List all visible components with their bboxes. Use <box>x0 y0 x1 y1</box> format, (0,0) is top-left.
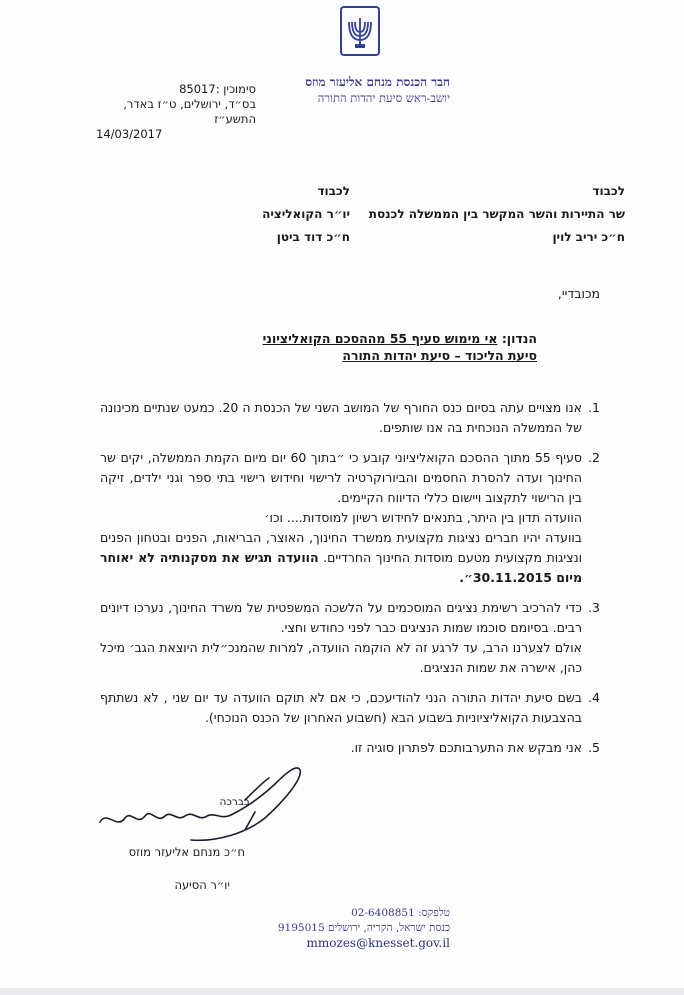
subject-prefix: הנדון: <box>501 331 537 346</box>
item-number: 3. <box>588 600 600 615</box>
item-number: 1. <box>588 400 600 415</box>
subject-line1: אי מימוש סעיף 55 מההסכם הקואליציוני <box>262 331 498 346</box>
addressee-title: יו״ר הקואליציה <box>262 207 350 221</box>
footer-phone: טלפקס: 02-6408851 <box>351 907 450 919</box>
item-text: כדי להרכיב רשימת נציגים המוסכמים על הלשכה המשפטית של משרד החינוך, נערכו דיונים רבים. בסיומם סוכמו שמות הנציגים כבר לפני כחודש וחצי. <box>100 600 582 635</box>
addressee-name: ח״כ יריב לוין <box>552 230 625 244</box>
item-text: הוועדה תדון בין היתר, בתנאים לחידוש רשיון למוסדות.... וכו׳ <box>264 510 582 525</box>
page-bottom-edge <box>0 988 684 995</box>
item-text: אני מבקש את התערבותכם לפתרון סוגיה זו. <box>350 740 582 755</box>
signature-name: ח״כ מנחם אליעזר מוזס <box>128 845 245 859</box>
menorah-emblem-icon <box>340 6 380 56</box>
item-number: 5. <box>588 740 600 755</box>
signature-role: יו״ר הסיעה <box>174 878 230 892</box>
addressee-name: ח״כ דוד ביטן <box>276 230 350 244</box>
reference-block <box>96 82 256 142</box>
item-bold-text: הוועדה תגיש את מסקנותיה לא יאוחר מיום 30.11.2015״. <box>100 550 582 585</box>
letterhead-footer <box>270 906 450 951</box>
subject-block <box>180 330 537 364</box>
item-text: בשם סיעת יהדות התורה הנני להודיעכם, כי אם לא תוקם הוועדה עד יום שני , לא נשתתף בהצבעות הקואליציוניות בשבוע הבא (חשבוע האחרון של הכנס הנוכחי). <box>100 690 582 725</box>
place-date: בס״ד, ירושלים, ט״ז באדר, התשע״ז <box>123 97 256 126</box>
addressee-to: לכבוד <box>592 184 625 198</box>
list-item <box>100 398 610 438</box>
reference-number: סימוכין :85017 <box>179 82 256 96</box>
list-item <box>100 688 610 728</box>
item-text: בוועדה יהיו חברים נציגות מקצועית ממשרד החינוך, האוצר, הבריאות, הפנים ובטחון הפנים ונציגות מקצועית מטעם מוסדות החינוך החרדיים. <box>100 530 582 565</box>
addressee-coalition-chair <box>220 180 350 249</box>
list-item <box>100 738 610 758</box>
list-item <box>100 448 610 588</box>
item-number: 2. <box>588 450 600 465</box>
subject-line2: סיעת הליכוד – סיעת יהדות התורה <box>342 348 537 363</box>
footer-address: כנסת ישראל, הקריה, ירושלים 9195015 <box>277 922 450 934</box>
member-role: יושב-ראש סיעת יהדות התורה <box>317 91 450 105</box>
date-numeric: 14/03/2017 <box>96 127 163 141</box>
addressee-to: לכבוד <box>317 184 350 198</box>
item-number: 4. <box>588 690 600 705</box>
letterhead <box>250 75 450 105</box>
footer-email: mmozes@knesset.gov.il <box>306 936 450 950</box>
addressee-minister <box>360 180 625 249</box>
item-text: אולם לצערנו הרב, עד לרגע זה לא הוקמה הוועדה, למרות שהמנכ״לית היוצאת הגב׳ מיכל כהן, אישרה את שמות הנציגים. <box>100 640 582 675</box>
member-name: חבר הכנסת מנחם אליעזר מוזס <box>305 75 450 89</box>
addressee-title: שר התיירות והשר המקשר בין הממשלה לכנסת <box>368 207 625 221</box>
letter-body <box>100 398 610 768</box>
item-text: אנו מצויים עתה בסיום כנס החורף של המושב השני של הכנסת ה 20. כמעט שנתיים מכינונה של הממשלה הנוכחית בה אנו שותפים. <box>100 400 582 435</box>
list-item <box>100 598 610 678</box>
signature-blessing: בברכה <box>219 796 250 808</box>
greeting: מכובדיי, <box>557 286 600 301</box>
item-text: סעיף 55 מתוך ההסכם הקואליציוני קובע כי ״בתוך 60 יום מיום הקמת הממשלה, יקים שר החינוך ועדה להסרת החסמים והביורוקרטיה לרישוי וחידוש רישוי בתי ספר וגני ילדים, זיקה בין הרישוי לתקצוב ויישום כללי הדיווח הקיימים. <box>100 450 583 505</box>
